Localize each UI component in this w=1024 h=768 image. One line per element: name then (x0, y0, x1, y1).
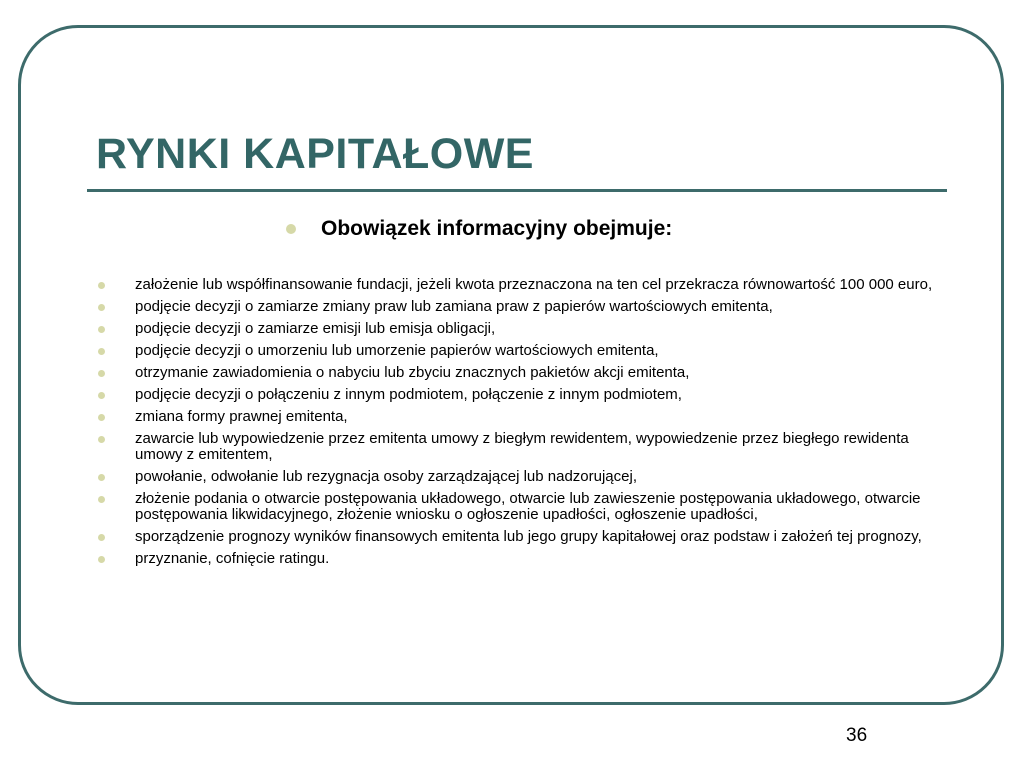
list-item-text: podjęcie decyzji o zamiarze zmiany praw lub zamiana praw z papierów wartościowych emitenta, (135, 298, 773, 315)
bullet-icon (98, 304, 105, 311)
bullet-icon (98, 496, 105, 503)
bullet-icon (98, 326, 105, 333)
list-item (98, 491, 948, 523)
list-item-text: zmiana formy prawnej emitenta, (135, 408, 348, 425)
bullet-icon (98, 534, 105, 541)
bullet-icon (98, 348, 105, 355)
subheading (286, 216, 672, 242)
list-item (98, 299, 948, 315)
bullet-icon (98, 414, 105, 421)
bullet-icon (98, 392, 105, 399)
list-item-text: zawarcie lub wypowiedzenie przez emitenta umowy z biegłym rewidentem, wypowiedzenie przez biegłego rewidenta umowy z emitentem, (135, 430, 909, 463)
list-item-text: podjęcie decyzji o umorzeniu lub umorzenie papierów wartościowych emitenta, (135, 342, 659, 359)
list-item-text: otrzymanie zawiadomienia o nabyciu lub zbyciu znacznych pakietów akcji emitenta, (135, 364, 690, 381)
bullet-icon (98, 282, 105, 289)
obligation-list (98, 277, 948, 573)
list-item (98, 365, 948, 381)
bullet-icon (98, 436, 105, 443)
bullet-icon (286, 224, 296, 234)
bullet-icon (98, 474, 105, 481)
list-item-text: założenie lub współfinansowanie fundacji, jeżeli kwota przeznaczona na ten cel przekracza równowartość 100 000 euro, (135, 276, 933, 293)
list-item (98, 321, 948, 337)
list-item (98, 409, 948, 425)
list-item-text: sporządzenie prognozy wyników finansowych emitenta lub jego grupy kapitałowej oraz podstaw i założeń tej prognozy, (135, 528, 922, 545)
list-item-text: podjęcie decyzji o zamiarze emisji lub emisja obligacji, (135, 320, 496, 337)
list-item-text: powołanie, odwołanie lub rezygnacja osoby zarządzającej lub nadzorującej, (135, 468, 637, 485)
slide-title: RYNKI KAPITAŁOWE (96, 130, 534, 178)
list-item (98, 551, 948, 567)
bullet-icon (98, 370, 105, 377)
list-item-text: złożenie podania o otwarcie postępowania układowego, otwarcie lub zawieszenie postępowania układowego, otwarcie postępowania likwidacyjnego, złożenie wniosku o ogłoszenie upadłości, ogłoszenie upadłości, (135, 490, 921, 523)
subheading-text: Obowiązek informacyjny obejmuje: (321, 217, 673, 240)
bullet-icon (98, 556, 105, 563)
list-item (98, 387, 948, 403)
list-item (98, 469, 948, 485)
list-item-text: przyznanie, cofnięcie ratingu. (135, 550, 330, 567)
page-number: 36 (846, 725, 868, 746)
list-item (98, 343, 948, 359)
list-item (98, 277, 948, 293)
list-item (98, 431, 948, 463)
list-item (98, 529, 948, 545)
list-item-text: podjęcie decyzji o połączeniu z innym podmiotem, połączenie z innym podmiotem, (135, 386, 682, 403)
title-divider (87, 189, 947, 192)
